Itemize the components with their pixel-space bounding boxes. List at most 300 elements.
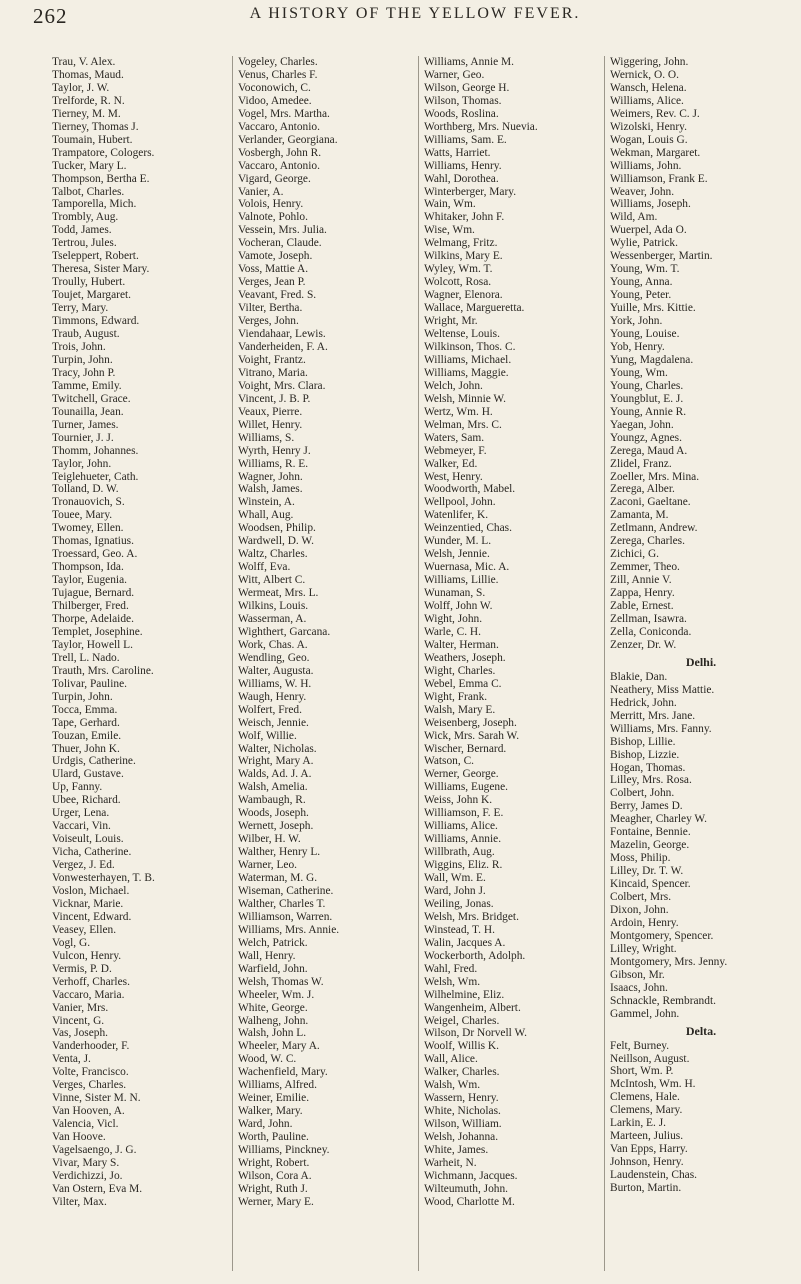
victim-name: Williams, Michael. xyxy=(424,353,512,366)
victim-name: Walker, Mary. xyxy=(238,1105,303,1118)
victim-name: Wall, Henry. xyxy=(238,949,296,962)
victim-name: Williams, Pinckney. xyxy=(238,1144,330,1157)
victim-name: Walheng, John. xyxy=(238,1014,309,1027)
victim-name: Woodworth, Mabel. xyxy=(424,483,516,496)
victim-name: Tucker, Mary L. xyxy=(52,159,127,172)
victim-name: Warle, C. H. xyxy=(424,625,481,638)
victim-name: Venus, Charles F. xyxy=(238,68,318,81)
victim-name: Wheeler, Wm. J. xyxy=(238,988,315,1001)
victim-name: Welsh, Minnie W. xyxy=(424,392,506,405)
victim-name: Weiling, Jonas. xyxy=(424,897,494,910)
victim-name: Vaccaro, Antonio. xyxy=(238,120,320,133)
victim-name: Wolff, John W. xyxy=(424,600,493,613)
victim-name: Tocca, Emma. xyxy=(52,703,118,716)
victim-name: Warfield, John. xyxy=(238,962,308,975)
victim-name: Wolff, Eva. xyxy=(238,561,291,574)
victim-name: Wichmann, Jacques. xyxy=(424,1169,518,1182)
victim-name: Hogan, Thomas. xyxy=(610,761,686,774)
victim-name: Thomas, Maud. xyxy=(52,68,124,81)
victim-name: Weiss, John K. xyxy=(424,794,493,807)
victim-name: Voslon, Michael. xyxy=(52,885,130,897)
victim-name: Walker, Ed. xyxy=(424,457,478,470)
victim-name: Zaconi, Gaeltane. xyxy=(610,496,691,509)
victim-name: Walter, Herman. xyxy=(424,638,499,651)
victim-name: Wood, Charlotte M. xyxy=(424,1195,515,1208)
victim-name: Vogeley, Charles. xyxy=(238,56,318,68)
victim-name: Neathery, Miss Mattie. xyxy=(610,683,715,696)
victim-name: Vosbergh, John R. xyxy=(238,146,322,159)
victim-name: Wain, Wm. xyxy=(424,198,476,211)
victim-name: Wuerpel, Ada O. xyxy=(610,224,687,237)
victim-name: Wiseman, Catherine. xyxy=(238,885,334,897)
victim-name: Marteen, Julius. xyxy=(610,1130,684,1143)
victim-name: Wuernasa, Mic. A. xyxy=(424,561,510,574)
victim-name: Wise, Wm. xyxy=(424,224,475,237)
victim-name: Wick, Mrs. Sarah W. xyxy=(424,729,520,742)
victim-name: Larkin, E. J. xyxy=(610,1117,666,1130)
victim-name: Zerega, Charles. xyxy=(610,535,685,548)
victim-name: Yuille, Mrs. Kittie. xyxy=(610,302,696,315)
victim-name: Williams, Sam. E. xyxy=(424,133,507,146)
victim-name: Verlander, Georgiana. xyxy=(238,133,338,146)
victim-name: Vamote, Joseph. xyxy=(238,250,313,263)
victim-name: Touee, Mary. xyxy=(52,509,113,522)
victim-name: Colbert, Mrs. xyxy=(610,891,672,904)
victim-name: Veasey, Ellen. xyxy=(52,923,117,936)
victim-name: Vilter, Bertha. xyxy=(238,302,303,315)
victim-name: Toumain, Hubert. xyxy=(52,133,133,146)
victim-name: Waters, Sam. xyxy=(424,431,485,444)
victim-name: Young, Peter. xyxy=(610,289,672,302)
victim-name: Waterman, M. G. xyxy=(238,872,318,885)
victim-name: Willet, Henry. xyxy=(238,418,303,431)
victim-name: Wasserman, A. xyxy=(238,612,307,625)
victim-name: Ardoin, Henry. xyxy=(610,916,679,929)
victim-name: Short, Wm. P. xyxy=(610,1065,674,1078)
victim-name: Weaver, John. xyxy=(610,185,675,198)
victim-name: York, John. xyxy=(610,315,663,328)
victim-name: Young, Louise. xyxy=(610,328,680,341)
victim-name: Wright, Mary A. xyxy=(238,755,314,768)
victim-name: Wilber, H. W. xyxy=(238,833,301,846)
victim-name: Whall, Aug. xyxy=(238,509,294,522)
victim-name: Wright, Mr. xyxy=(424,315,478,328)
victim-name: Troully, Hubert. xyxy=(52,276,126,289)
victim-name: Timmons, Edward. xyxy=(52,315,140,328)
victim-name: Tronauovich, S. xyxy=(52,496,125,509)
victim-name: Wood, W. C. xyxy=(238,1053,297,1066)
victim-name: Clemens, Mary. xyxy=(610,1104,683,1117)
victim-name: Winstein, A. xyxy=(238,496,295,509)
victim-name: Tounailla, Jean. xyxy=(52,405,124,418)
victim-name: Wight, Charles. xyxy=(424,664,496,677)
victim-name: Ubee, Richard. xyxy=(52,794,121,807)
victim-name: Vogl, G. xyxy=(52,936,91,949)
name-column-4 xyxy=(610,56,792,1195)
victim-name: Wendling, Geo. xyxy=(238,651,310,664)
victim-name: Vaccaro, Antonio. xyxy=(238,159,320,172)
victim-name: Tracy, John P. xyxy=(52,366,116,379)
victim-name: Waltz, Charles. xyxy=(238,548,308,561)
victim-name: Worthberg, Mrs. Nuevia. xyxy=(424,120,538,133)
victim-name: Waugh, Henry. xyxy=(238,690,307,703)
victim-name: Voight, Mrs. Clara. xyxy=(238,379,326,392)
victim-name: Wockerborth, Adolph. xyxy=(424,949,526,962)
victim-name: Warner, Geo. xyxy=(424,68,485,81)
victim-name: Walker, Charles. xyxy=(424,1066,500,1079)
victim-name: Tertrou, Jules. xyxy=(52,237,117,250)
victim-name: Williams, S. xyxy=(238,431,295,444)
victim-name: Walsh, Mary E. xyxy=(424,703,496,716)
victim-name: Wylie, Patrick. xyxy=(610,237,678,250)
victim-name: Urger, Lena. xyxy=(52,807,110,820)
victim-name: Zichici, G. xyxy=(610,548,660,561)
victim-name: Voight, Frantz. xyxy=(238,353,306,366)
victim-name: Williams, Annie. xyxy=(424,833,502,846)
victim-name: Zoeller, Mrs. Mina. xyxy=(610,470,700,483)
victim-name: Wall, Alice. xyxy=(424,1053,478,1066)
victim-name: Williamson, Warren. xyxy=(238,910,333,923)
victim-name: Berry, James D. xyxy=(610,800,683,813)
victim-name: Welsh, Jennie. xyxy=(424,548,490,561)
victim-name: Trauth, Mrs. Caroline. xyxy=(52,664,154,677)
victim-name: Wyley, Wm. T. xyxy=(424,263,493,276)
victim-name: Bishop, Lillie. xyxy=(610,735,676,748)
victim-name: Lilley, Wright. xyxy=(610,942,677,955)
victim-name: Venta, J. xyxy=(52,1053,91,1066)
section-heading: Delhi. xyxy=(685,654,717,669)
victim-name: West, Henry. xyxy=(424,470,483,483)
victim-name: Weltense, Louis. xyxy=(424,328,500,341)
victim-name: Vulcon, Henry. xyxy=(52,949,122,962)
victim-name: Wilson, Cora A. xyxy=(238,1169,312,1182)
victim-name: Weiner, Emilie. xyxy=(238,1092,310,1105)
victim-name: Vaccari, Vin. xyxy=(52,820,111,833)
victim-name: Isaacs, John. xyxy=(610,981,668,994)
victim-name: Wilhelmine, Eliz. xyxy=(424,988,505,1001)
victim-name: Vogel, Mrs. Martha. xyxy=(238,107,330,120)
victim-name: Willbrath, Aug. xyxy=(424,846,495,859)
victim-name: Walds, Ad. J. A. xyxy=(238,768,312,781)
victim-name: Montgomery, Spencer. xyxy=(610,929,714,942)
victim-name: Walin, Jacques A. xyxy=(424,936,506,949)
victim-name: Gibson, Mr. xyxy=(610,968,665,981)
victim-name: Trois, John. xyxy=(52,340,106,353)
victim-name: Vanier, A. xyxy=(238,185,284,198)
victim-name: Wambaugh, R. xyxy=(238,794,306,807)
victim-name: Wangenheim, Albert. xyxy=(424,1001,521,1014)
victim-name: Wernett, Joseph. xyxy=(238,820,314,833)
victim-name: Taylor, J. W. xyxy=(52,81,110,94)
victim-name: Weisch, Jennie. xyxy=(238,716,309,729)
victim-name: Wilson, Dr Norvell W. xyxy=(424,1027,527,1040)
victim-name: Zella, Coniconda. xyxy=(610,625,692,638)
victim-name: Williams, John. xyxy=(610,159,682,172)
victim-name: Williams, Lillie. xyxy=(424,574,499,587)
victim-name: Voiseult, Louis. xyxy=(52,833,124,846)
victim-name: Werner, Mary E. xyxy=(238,1195,314,1208)
victim-name: Welch, Patrick. xyxy=(238,936,308,949)
victim-name: Johnson, Henry. xyxy=(610,1156,684,1169)
victim-name: Merritt, Mrs. Jane. xyxy=(610,709,696,722)
victim-name: Troessard, Geo. A. xyxy=(52,548,138,561)
column-rule xyxy=(604,56,605,1271)
victim-name: Young, Wm. xyxy=(610,366,668,379)
section-heading: Delta. xyxy=(685,1023,717,1038)
victim-name: Tamme, Emily. xyxy=(52,379,122,392)
victim-name: Ward, John. xyxy=(238,1118,293,1131)
victim-name: Watts, Harriet. xyxy=(424,146,491,159)
victim-name: Wyrth, Henry J. xyxy=(238,444,311,457)
victim-name: Zerega, Alber. xyxy=(610,483,675,496)
victim-name: Winstead, T. H. xyxy=(424,923,495,936)
victim-name: Todd, James. xyxy=(52,224,112,237)
victim-name: Welsh, Mrs. Bridget. xyxy=(424,910,519,923)
victim-name: White, Nicholas. xyxy=(424,1105,501,1118)
victim-name: Toujet, Margaret. xyxy=(52,289,132,302)
victim-name: Walther, Charles T. xyxy=(238,897,326,910)
victim-name: Viendahaar, Lewis. xyxy=(238,328,326,341)
victim-name: Taylor, Eugenia. xyxy=(52,574,127,587)
victim-name: Wachenfield, Mary. xyxy=(238,1066,328,1079)
victim-name: Wassern, Henry. xyxy=(424,1092,499,1105)
victim-name: Zlidel, Franz. xyxy=(610,457,672,470)
victim-name: Vas, Joseph. xyxy=(52,1027,109,1040)
victim-name: Lilley, Mrs. Rosa. xyxy=(610,774,692,787)
victim-name: Wischer, Bernard. xyxy=(424,742,507,755)
victim-name: Traub, August. xyxy=(52,328,120,341)
victim-name: Talbot, Charles. xyxy=(52,185,125,198)
victim-name: Vinne, Sister M. N. xyxy=(52,1092,141,1105)
victim-name: Montgomery, Mrs. Jenny. xyxy=(610,955,728,968)
victim-name: Vivar, Mary S. xyxy=(52,1157,120,1170)
victim-name: Walsh, Amelia. xyxy=(238,781,308,794)
victim-name: Volte, Francisco. xyxy=(52,1066,129,1079)
victim-name: Wertz, Wm. H. xyxy=(424,405,493,418)
victim-name: Vigard, George. xyxy=(238,172,311,185)
victim-name: Weimers, Rev. C. J. xyxy=(610,107,700,120)
victim-name: Young, Annie R. xyxy=(610,405,687,418)
victim-name: Wansch, Helena. xyxy=(610,81,687,94)
name-column-1 xyxy=(52,56,222,1209)
victim-name: Walter, Nicholas. xyxy=(238,742,317,755)
victim-name: Colbert, John. xyxy=(610,787,675,800)
victim-name: Thomas, Ignatius. xyxy=(52,535,134,548)
victim-name: Williams, Alice. xyxy=(424,820,498,833)
victim-name: Walsh, Wm. xyxy=(424,1079,481,1092)
victim-name: Verdichizzi, Jo. xyxy=(52,1169,123,1182)
victim-name: Vincent, J. B. P. xyxy=(238,392,311,405)
victim-name: Vitrano, Maria. xyxy=(238,366,308,379)
victim-name: McIntosh, Wm. H. xyxy=(610,1078,696,1091)
victim-name: Williams, Alice. xyxy=(610,94,684,107)
victim-name: Wight, Frank. xyxy=(424,690,488,703)
victim-name: Werner, George. xyxy=(424,768,499,781)
victim-name: Walter, Augusta. xyxy=(238,664,314,677)
victim-name: Trombly, Aug. xyxy=(52,211,119,224)
victim-name: Williams, Alfred. xyxy=(238,1079,317,1092)
victim-name: Turpin, John. xyxy=(52,353,113,366)
victim-name: Welsh, Johanna. xyxy=(424,1131,499,1144)
victim-name: Verges, Charles. xyxy=(52,1079,127,1092)
victim-name: Thilberger, Fred. xyxy=(52,600,129,613)
victim-name: Voss, Mattie A. xyxy=(238,263,309,276)
victim-name: Weigel, Charles. xyxy=(424,1014,500,1027)
victim-name: Mazelin, George. xyxy=(610,839,690,852)
victim-name: Thomm, Johannes. xyxy=(52,444,139,457)
victim-name: Wekman, Margaret. xyxy=(610,146,701,159)
victim-name: Bishop, Lizzie. xyxy=(610,748,680,761)
victim-name: Turner, James. xyxy=(52,418,119,431)
victim-name: Tseleppert, Robert. xyxy=(52,250,139,263)
victim-name: Woods, Joseph. xyxy=(238,807,309,820)
victim-name: White, James. xyxy=(424,1144,489,1157)
victim-name: Williams, W. H. xyxy=(238,677,312,690)
victim-name: Veavant, Fred. S. xyxy=(238,289,317,302)
victim-name: Veaux, Pierre. xyxy=(238,405,303,418)
victim-name: Wallace, Marguerettа. xyxy=(424,302,525,315)
victim-name: Valencia, Vicl. xyxy=(52,1118,119,1131)
victim-name: Felt, Burney. xyxy=(610,1039,670,1052)
victim-name: Walsh, John L. xyxy=(238,1027,307,1040)
victim-name: Verhoff, Charles. xyxy=(52,975,130,988)
victim-name: Vermis, P. D. xyxy=(52,962,112,975)
victim-name: Williams, Joseph. xyxy=(610,198,691,211)
victim-name: Zellman, Isawra. xyxy=(610,612,687,625)
victim-name: Wighthert, Garcana. xyxy=(238,625,331,638)
victim-name: Welsh, Thomas W. xyxy=(238,975,324,988)
victim-name: Volois, Henry. xyxy=(238,198,304,211)
victim-name: Wheeler, Mary A. xyxy=(238,1040,320,1053)
victim-name: Williams, Mrs. Annie. xyxy=(238,923,340,936)
victim-name: Wilkins, Louis. xyxy=(238,600,309,613)
victim-name: Tierney, M. M. xyxy=(52,107,121,120)
victim-name: Wizolski, Henry. xyxy=(610,120,687,133)
victim-name: Zappa, Henry. xyxy=(610,587,675,600)
victim-name: Wahl, Dorothea. xyxy=(424,172,499,185)
victim-name: Tamporella, Mich. xyxy=(52,198,137,211)
victim-name: Zemmer, Theo. xyxy=(610,561,680,574)
victim-name: Zerega, Maud A. xyxy=(610,444,688,457)
victim-name: Yaegan, John. xyxy=(610,418,674,431)
victim-name: Wernick, O. O. xyxy=(610,68,679,81)
victim-name: Tierney, Thomas J. xyxy=(52,120,139,133)
victim-name: Warner, Leo. xyxy=(238,859,298,872)
victim-name: Wolfert, Fred. xyxy=(238,703,302,716)
victim-name: Wermeat, Mrs. L. xyxy=(238,587,319,600)
victim-name: Vicknar, Marie. xyxy=(52,897,124,910)
victim-name: Williams, Mrs. Fanny. xyxy=(610,722,712,735)
victim-name: Williams, Maggie. xyxy=(424,366,509,379)
victim-name: Fontaine, Bennie. xyxy=(610,826,691,839)
victim-name: Thompson, Bertha E. xyxy=(52,172,150,185)
victim-name: Laudenstein, Chas. xyxy=(610,1169,697,1182)
victim-name: Touzan, Emile. xyxy=(52,729,122,742)
name-column-3 xyxy=(424,56,594,1209)
victim-name: Valnote, Pohlo. xyxy=(238,211,308,224)
victim-name: Young, Wm. T. xyxy=(610,263,680,276)
name-column-2 xyxy=(238,56,408,1209)
victim-name: Wilson, George H. xyxy=(424,81,510,94)
victim-name: Wunder, M. L. xyxy=(424,535,492,548)
victim-name: Woolf, Willis K. xyxy=(424,1040,499,1053)
victim-name: Zamanta, M. xyxy=(610,509,669,522)
victim-name: Wogan, Louis G. xyxy=(610,133,688,146)
victim-name: Wunaman, S. xyxy=(424,587,486,600)
victim-name: Ulard, Gustave. xyxy=(52,768,124,781)
victim-name: Wessenberger, Martin. xyxy=(610,250,713,263)
victim-name: Wagner, John. xyxy=(238,470,303,483)
victim-name: Wolf, Willie. xyxy=(238,729,297,742)
victim-name: Trell, L. Nado. xyxy=(52,651,120,664)
victim-name: Wright, Robert. xyxy=(238,1157,310,1170)
victim-name: Worth, Pauline. xyxy=(238,1131,309,1144)
victim-name: Urdgis, Catherine. xyxy=(52,755,136,768)
victim-name: Wall, Wm. E. xyxy=(424,872,486,885)
victim-name: Taylor, Howell L. xyxy=(52,638,133,651)
victim-name: Young, Charles. xyxy=(610,379,684,392)
victim-name: Verges, John. xyxy=(238,315,299,328)
victim-name: Clemens, Hale. xyxy=(610,1091,680,1104)
victim-name: Tape, Gerhard. xyxy=(52,716,120,729)
victim-name: Burton, Martin. xyxy=(610,1182,682,1195)
victim-name: Zenzer, Dr. W. xyxy=(610,638,677,651)
victim-name: Youngblut, E. J. xyxy=(610,392,684,405)
victim-name: Wahl, Fred. xyxy=(424,962,478,975)
victim-name: Wilson, William. xyxy=(424,1118,502,1131)
victim-name: Warheit, N. xyxy=(424,1157,477,1170)
victim-name: Turpin, John. xyxy=(52,690,113,703)
victim-name: Watenlifer, K. xyxy=(424,509,489,522)
victim-name: Thuer, John K. xyxy=(52,742,120,755)
victim-name: Wilson, Thomas. xyxy=(424,94,502,107)
victim-name: Welmang, Fritz. xyxy=(424,237,498,250)
victim-name: Work, Chas. A. xyxy=(238,638,308,651)
victim-name: Twomey, Ellen. xyxy=(52,522,124,535)
victim-name: Weathers, Joseph. xyxy=(424,651,506,664)
victim-name: Twitchell, Grace. xyxy=(52,392,131,405)
victim-name: Walther, Henry L. xyxy=(238,846,321,859)
victim-name: Williams, R. E. xyxy=(238,457,309,470)
victim-name: Williamson, Frank E. xyxy=(610,172,708,185)
victim-name: Vergez, J. Ed. xyxy=(52,859,115,872)
victim-name: Wilkins, Mary E. xyxy=(424,250,503,263)
victim-name: Meagher, Charley W. xyxy=(610,813,707,826)
victim-name: Williams, Eugene. xyxy=(424,781,508,794)
victim-name: Wild, Am. xyxy=(610,211,658,224)
victim-name: Trampatore, Cologers. xyxy=(52,146,155,159)
column-rule xyxy=(232,56,233,1271)
victim-name: Wardwell, D. W. xyxy=(238,535,314,548)
victim-name: Wiggering, John. xyxy=(610,56,689,68)
victim-name: Templet, Josephine. xyxy=(52,625,143,638)
victim-name: Verges, Jean P. xyxy=(238,276,306,289)
victim-name: Wilteumuth, John. xyxy=(424,1182,509,1195)
victim-name: Voconowich, C. xyxy=(238,81,311,94)
page-number: 262 xyxy=(33,4,68,28)
victim-name: Williams, Henry. xyxy=(424,159,502,172)
victim-name: Williamson, F. E. xyxy=(424,807,504,820)
victim-name: Up, Fanny. xyxy=(52,781,103,794)
victim-name: Webel, Emma C. xyxy=(424,677,502,690)
victim-name: Thorpe, Adelaide. xyxy=(52,612,134,625)
victim-name: Wight, John. xyxy=(424,612,483,625)
victim-name: Van Hoove. xyxy=(52,1131,106,1144)
victim-name: Vicha, Catherine. xyxy=(52,846,132,859)
victim-name: Whitaker, John F. xyxy=(424,211,505,224)
victim-name: Thompson, Ida. xyxy=(52,561,124,574)
victim-name: Schnackle, Rembrandt. xyxy=(610,994,716,1007)
